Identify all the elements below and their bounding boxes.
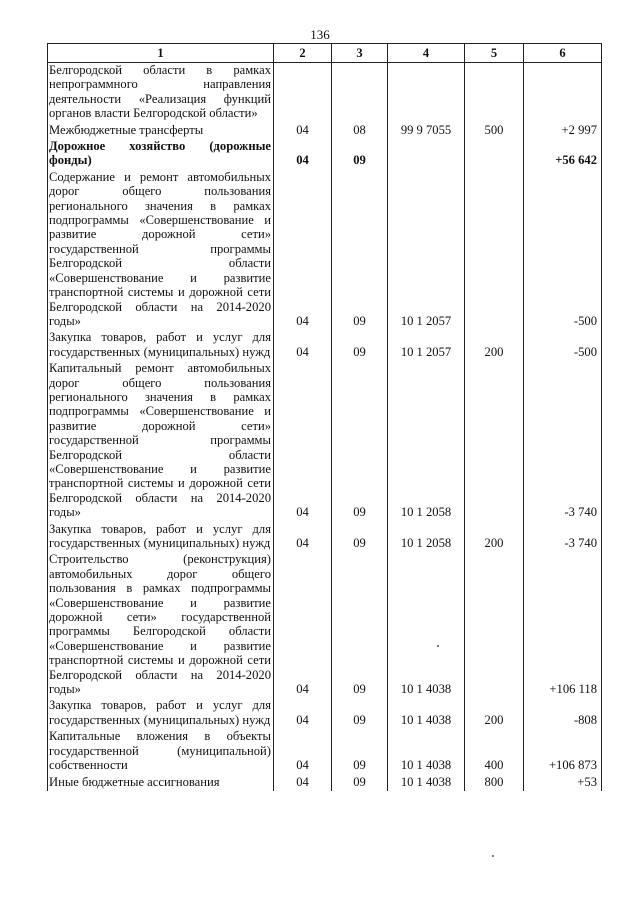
cell-subsection [332, 63, 388, 123]
cell-amount: +106 118 [524, 552, 602, 698]
cell-name: Белгородской области в рамках непрограммного направления деятельности «Реализация функций органов власти Белгородской области» [48, 63, 274, 123]
table-row [48, 775, 602, 791]
cell-expense-type: 200 [465, 522, 524, 553]
cell-target-article [388, 139, 465, 170]
table-header [48, 44, 602, 63]
table-row [48, 170, 602, 330]
cell-section: 04 [274, 170, 332, 330]
budget-table [47, 43, 602, 791]
cell-amount: -3 740 [524, 361, 602, 521]
cell-name: Закупка товаров, работ и услуг для государственных (муниципальных) нужд [48, 522, 274, 553]
cell-section: 04 [274, 123, 332, 139]
cell-name: Капитальный ремонт автомобильных дорог общего пользования регионального значения в рамках подпрограммы «Совершенствование и развитие дорожной сети» государственной программы Белгородской области «Совершенствование и развитие транспортной системы и дорожной сети Белгородской области на 2014-2020 годы» [48, 361, 274, 521]
cell-expense-type [465, 170, 524, 330]
cell-target-article: 99 9 7055 [388, 123, 465, 139]
header-col-section: 2 [274, 44, 332, 63]
cell-amount: -3 740 [524, 522, 602, 553]
cell-name: Дорожное хозяйство (дорожные фонды) [48, 139, 274, 170]
header-row [48, 44, 602, 63]
table-row [48, 552, 602, 698]
cell-subsection: 09 [332, 698, 388, 729]
cell-name: Содержание и ремонт автомобильных дорог общего пользования регионального значения в рамках подпрограммы «Совершенствование и развитие дорожной сети» государственной программы Белгородской области «Совершенствование и развитие транспортной системы и дорожной сети Белгородской области на 2014-2020 годы» [48, 170, 274, 330]
table-row [48, 729, 602, 774]
cell-subsection: 09 [332, 139, 388, 170]
table-row [48, 63, 602, 123]
scan-speck [437, 645, 439, 647]
header-col-name: 1 [48, 44, 274, 63]
cell-section: 04 [274, 330, 332, 361]
cell-target-article: 10 1 4038 [388, 552, 465, 698]
cell-target-article: 10 1 2058 [388, 522, 465, 553]
cell-amount: +56 642 [524, 139, 602, 170]
cell-subsection: 08 [332, 123, 388, 139]
cell-name: Межбюджетные трансферты [48, 123, 274, 139]
cell-name: Капитальные вложения в объекты государственной (муниципальной) собственности [48, 729, 274, 774]
cell-subsection: 09 [332, 552, 388, 698]
cell-amount [524, 63, 602, 123]
cell-expense-type: 200 [465, 330, 524, 361]
table-row [48, 330, 602, 361]
header-col-subsection: 3 [332, 44, 388, 63]
cell-subsection: 09 [332, 170, 388, 330]
cell-section: 04 [274, 552, 332, 698]
table-row [48, 698, 602, 729]
header-col-target-article: 4 [388, 44, 465, 63]
cell-expense-type: 500 [465, 123, 524, 139]
cell-target-article: 10 1 4038 [388, 775, 465, 791]
header-col-amount: 6 [524, 44, 602, 63]
cell-subsection: 09 [332, 775, 388, 791]
cell-section: 04 [274, 361, 332, 521]
cell-section: 04 [274, 698, 332, 729]
cell-target-article [388, 63, 465, 123]
table-body [48, 63, 602, 791]
cell-target-article: 10 1 2057 [388, 170, 465, 330]
cell-expense-type [465, 139, 524, 170]
cell-expense-type: 200 [465, 698, 524, 729]
table-row [48, 361, 602, 521]
cell-amount: +53 [524, 775, 602, 791]
cell-target-article: 10 1 2057 [388, 330, 465, 361]
cell-amount: -808 [524, 698, 602, 729]
cell-amount: +106 873 [524, 729, 602, 774]
cell-section [274, 63, 332, 123]
cell-name: Иные бюджетные ассигнования [48, 775, 274, 791]
cell-section: 04 [274, 522, 332, 553]
cell-name: Закупка товаров, работ и услуг для государственных (муниципальных) нужд [48, 698, 274, 729]
table-row [48, 522, 602, 553]
cell-section: 04 [274, 729, 332, 774]
cell-expense-type [465, 361, 524, 521]
cell-expense-type: 800 [465, 775, 524, 791]
cell-subsection: 09 [332, 361, 388, 521]
header-col-expense-type: 5 [465, 44, 524, 63]
cell-expense-type [465, 552, 524, 698]
table-row [48, 139, 602, 170]
table-row [48, 123, 602, 139]
cell-amount: +2 997 [524, 123, 602, 139]
scan-speck [492, 855, 494, 857]
cell-section: 04 [274, 775, 332, 791]
cell-amount: -500 [524, 170, 602, 330]
cell-name: Закупка товаров, работ и услуг для государственных (муниципальных) нужд [48, 330, 274, 361]
cell-amount: -500 [524, 330, 602, 361]
page-number: 136 [310, 27, 330, 42]
cell-subsection: 09 [332, 330, 388, 361]
cell-target-article: 10 1 4038 [388, 729, 465, 774]
cell-expense-type: 400 [465, 729, 524, 774]
cell-target-article: 10 1 2058 [388, 361, 465, 521]
cell-subsection: 09 [332, 729, 388, 774]
cell-name: Строительство (реконструкция) автомобильных дорог общего пользования в рамках подпрограммы «Совершенствование и развитие дорожной сети» государственной программы Белгородской области «Совершенствование и развитие транспортной системы и дорожной сети Белгородской области на 2014-2020 годы» [48, 552, 274, 698]
cell-subsection: 09 [332, 522, 388, 553]
cell-expense-type [465, 63, 524, 123]
cell-target-article: 10 1 4038 [388, 698, 465, 729]
cell-section: 04 [274, 139, 332, 170]
